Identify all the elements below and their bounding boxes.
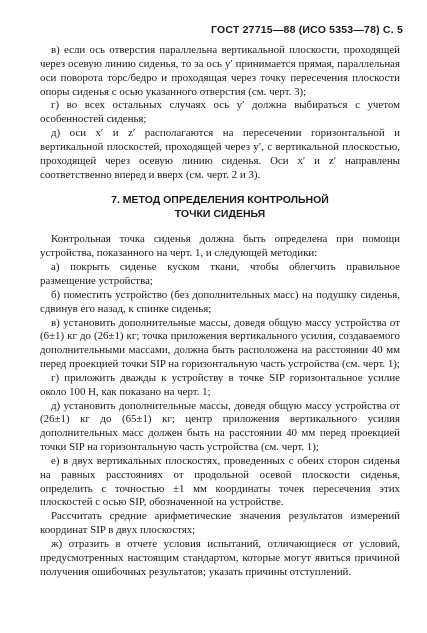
step-e-measure-coordinates: е) в двух вертикальных плоскостях, проведенных с обеих сторон сиденья на равных расстояниях от продольной осевой плоскости сиденья, определить с точностью ±1 мм координаты точек пересечения этих плоскостей с осью SIP, обозначенной на устройстве. bbox=[40, 454, 400, 509]
step-g-apply-force: г) приложить дважды к устройству в точке SIP горизонтальное усилие около 100 Н, как показано на черт. 1; bbox=[40, 371, 400, 398]
item-v-axis-parallel: в) если ось отверстия параллельна вертикальной плоскости, проходящей через осевую линию сиденья, то за ось y′ принимается прямая, параллельная оси поворота торс/бедро и проходящая через точку пересечения плоскости опоры сиденья с осью указанного отверстия (см. черт. 3); bbox=[40, 44, 400, 98]
section-title-line-2: ТОЧКИ СИДЕНЬЯ bbox=[174, 207, 266, 220]
step-zh-report: ж) отразить в отчете условия испытаний, отличающиеся от условий, предусмотренных настоящим стандартом, которые могут явиться причиной получения ошибочных результатов; указать причины отступлений. bbox=[40, 538, 400, 578]
item-d-axes-xz: д) оси x′ и z′ располагаются на пересечении горизонтальной и вертикальной плоскостей, проходящей через y′, с вертикальной плоскостью, проходящей через осевую линию сиденья. Оси x′ и z′ направлены соответственно вперед и вверх (см. черт. 2 и 3). bbox=[40, 127, 400, 181]
section-title bbox=[40, 194, 400, 221]
step-d-add-masses-65: д) установить дополнительные массы, доведя общую массу устройства от (26±1) кг до (65±1) кг; центр приложения вертикального усилия дополнительных масс должен быть на расстоянии 40 мм перед проекцией точки SIP на горизонтальную часть устройства (см. черт. 1); bbox=[40, 399, 400, 454]
item-g-other-cases: г) во всех остальных случаях ось y′ должна выбираться с учетом особенностей сиденья; bbox=[40, 99, 400, 126]
document-body bbox=[40, 44, 400, 580]
running-header: ГОСТ 27715—88 (ИСО 5353—78) С. 5 bbox=[211, 24, 403, 36]
step-a-cover-seat: а) покрыть сиденье куском ткани, чтобы облегчить правильное размещение устройства; bbox=[40, 261, 400, 287]
calc-mean-values: Рассчитать средние арифметические значения результатов измерений координат SIP в двух плоскостях; bbox=[40, 510, 400, 537]
step-v-add-masses: в) установить дополнительные массы, доведя общую массу устройства от (6±1) кг до (26±1) кг; точка приложения вертикального усилия, создаваемого дополнительными массами, должна быть расположена на расстоянии 40 мм перед проекцией точки SIP на горизонтальную часть устройства (см. черт. 1); bbox=[40, 316, 400, 371]
intro-paragraph: Контрольная точка сиденья должна быть определена при помощи устройства, показанного на черт. 1, и следующей методики: bbox=[40, 233, 400, 260]
step-b-place-device: б) поместить устройство (без дополнительных масс) на подушку сиденья, сдвинув его назад, к спинке сиденья; bbox=[40, 288, 400, 315]
section-title-line-1: 7. МЕТОД ОПРЕДЕЛЕНИЯ КОНТРОЛЬНОЙ bbox=[111, 194, 329, 207]
